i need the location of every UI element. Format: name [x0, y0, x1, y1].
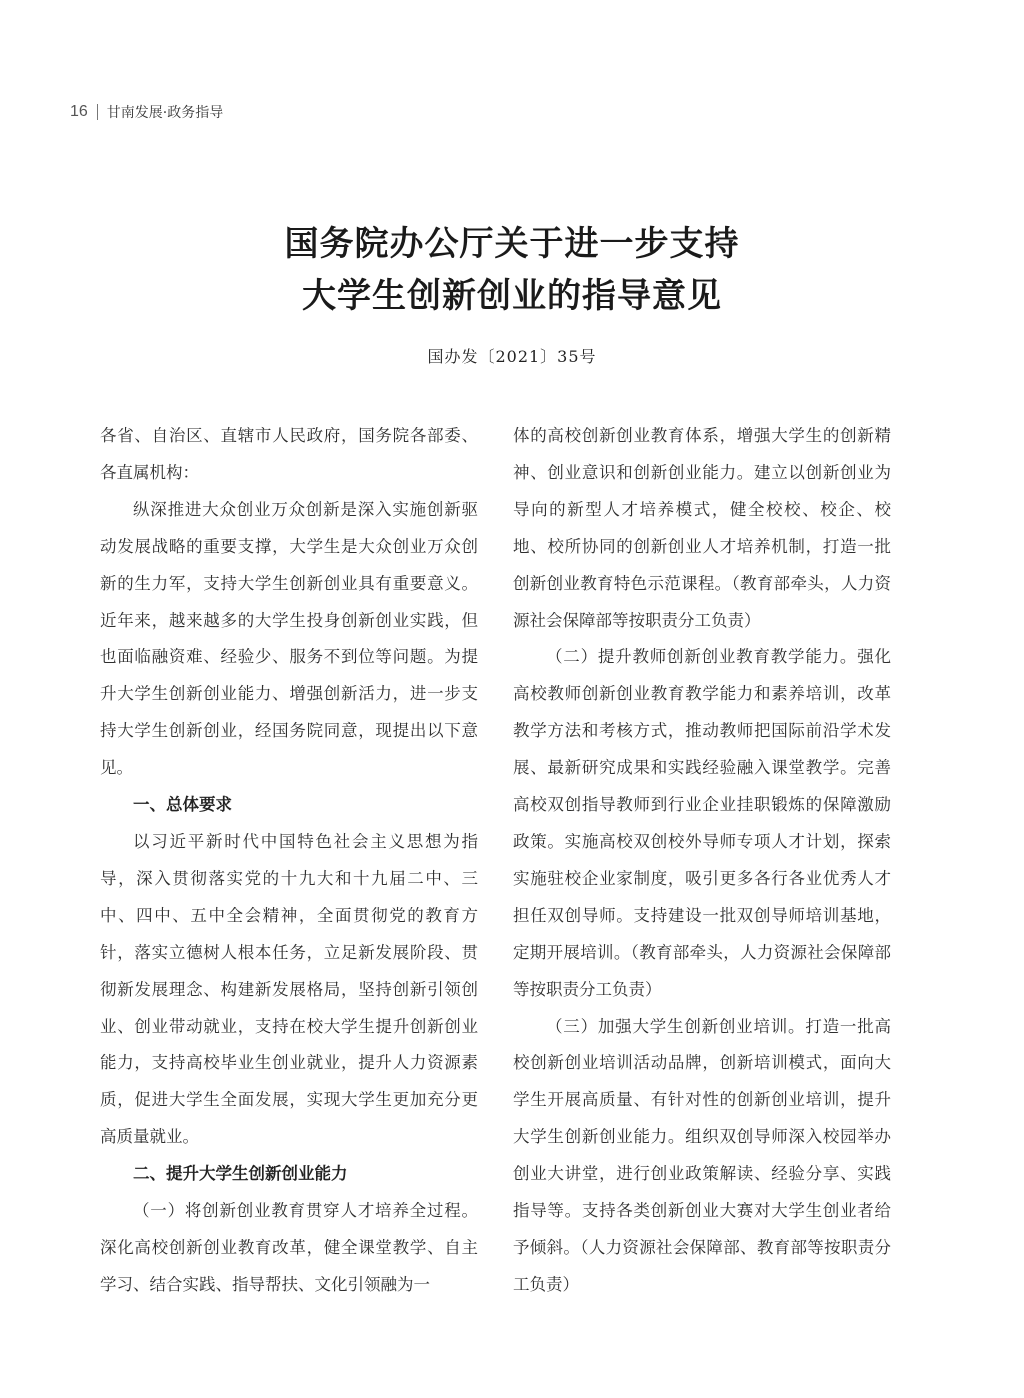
title-line-1: 国务院办公厅关于进一步支持 [284, 224, 740, 264]
salutation: 各省、自治区、直辖市人民政府，国务院各部委、各直属机构： [100, 426, 478, 482]
paragraph: （二）提升教师创新创业教育教学能力。强化高校教师创新创业教育教学能力和素养培训，改革教学方法和考核方式，推动教师把国际前沿学术发展、最新研究成果和实践经验融入课堂教学。完善高校双创指导教师到行业企业挂职锻炼的保障激励政策。实施高校双创校外导师专项人才计划，探索实施驻校企业家制度，吸引更多各行各业优秀人才担任双创导师。支持建设一批双创导师培训基地，定期开展培训。（教育部牵头，人力资源社会保障部等按职责分工负责） [513, 647, 891, 999]
paragraph: 纵深推进大众创业万众创新是深入实施创新驱动发展战略的重要支撑，大学生是大众创业万众创新的生力军，支持大学生创新创业具有重要意义。近年来，越来越多的大学生投身创新创业实践，但也面临融资难、经验少、服务不到位等问题。为提升大学生创新创业能力、增强创新活力，进一步支持大学生创新创业，经国务院同意，现提出以下意见。 [100, 499, 478, 778]
right-column [513, 418, 891, 1304]
document-number: 国办发〔2021〕35号 [427, 347, 597, 366]
document-title [0, 218, 1024, 322]
left-column [100, 418, 478, 1304]
title-line-2: 大学生创新创业的指导意见 [302, 276, 722, 316]
paragraph-continuation: 体的高校创新创业教育体系，增强大学生的创新精神、创业意识和创新创业能力。建立以创新创业为导向的新型人才培养模式，健全校校、校企、校地、校所协同的创新创业人才培养机制，打造一批创新创业教育特色示范课程。（教育部牵头，人力资源社会保障部等按职责分工负责） [513, 426, 891, 630]
section-heading: 一、总体要求 [133, 795, 232, 815]
paragraph: （三）加强大学生创新创业培训。打造一批高校创新创业培训活动品牌，创新培训模式，面向大学生开展高质量、有针对性的创新创业培训，提升大学生创新创业能力。组织双创导师深入校园举办创业大讲堂，进行创业政策解读、经验分享、实践指导等。支持各类创新创业大赛对大学生创业者给予倾斜。（人力资源社会保障部、教育部等按职责分工负责） [513, 1016, 891, 1294]
header-divider [97, 104, 98, 120]
running-header [70, 101, 223, 123]
journal-section-title: 甘南发展·政务指导 [106, 105, 224, 121]
paragraph: （一）将创新创业教育贯穿人才培养全过程。深化高校创新创业教育改革，健全课堂教学、自主学习、结合实践、指导帮扶、文化引领融为一 [100, 1201, 478, 1294]
paragraph: 以习近平新时代中国特色社会主义思想为指导，深入贯彻落实党的十九大和十九届二中、三中、四中、五中全会精神，全面贯彻党的教育方针，落实立德树人根本任务，立足新发展阶段、贯彻新发展理念、构建新发展格局，坚持创新引领创业、创业带动就业，支持在校大学生提升创新创业能力，支持高校毕业生创业就业，提升人力资源素质，促进大学生全面发展，实现大学生更加充分更高质量就业。 [100, 831, 478, 1147]
section-heading: 二、提升大学生创新创业能力 [133, 1164, 348, 1184]
page-number: 16 [70, 103, 88, 120]
